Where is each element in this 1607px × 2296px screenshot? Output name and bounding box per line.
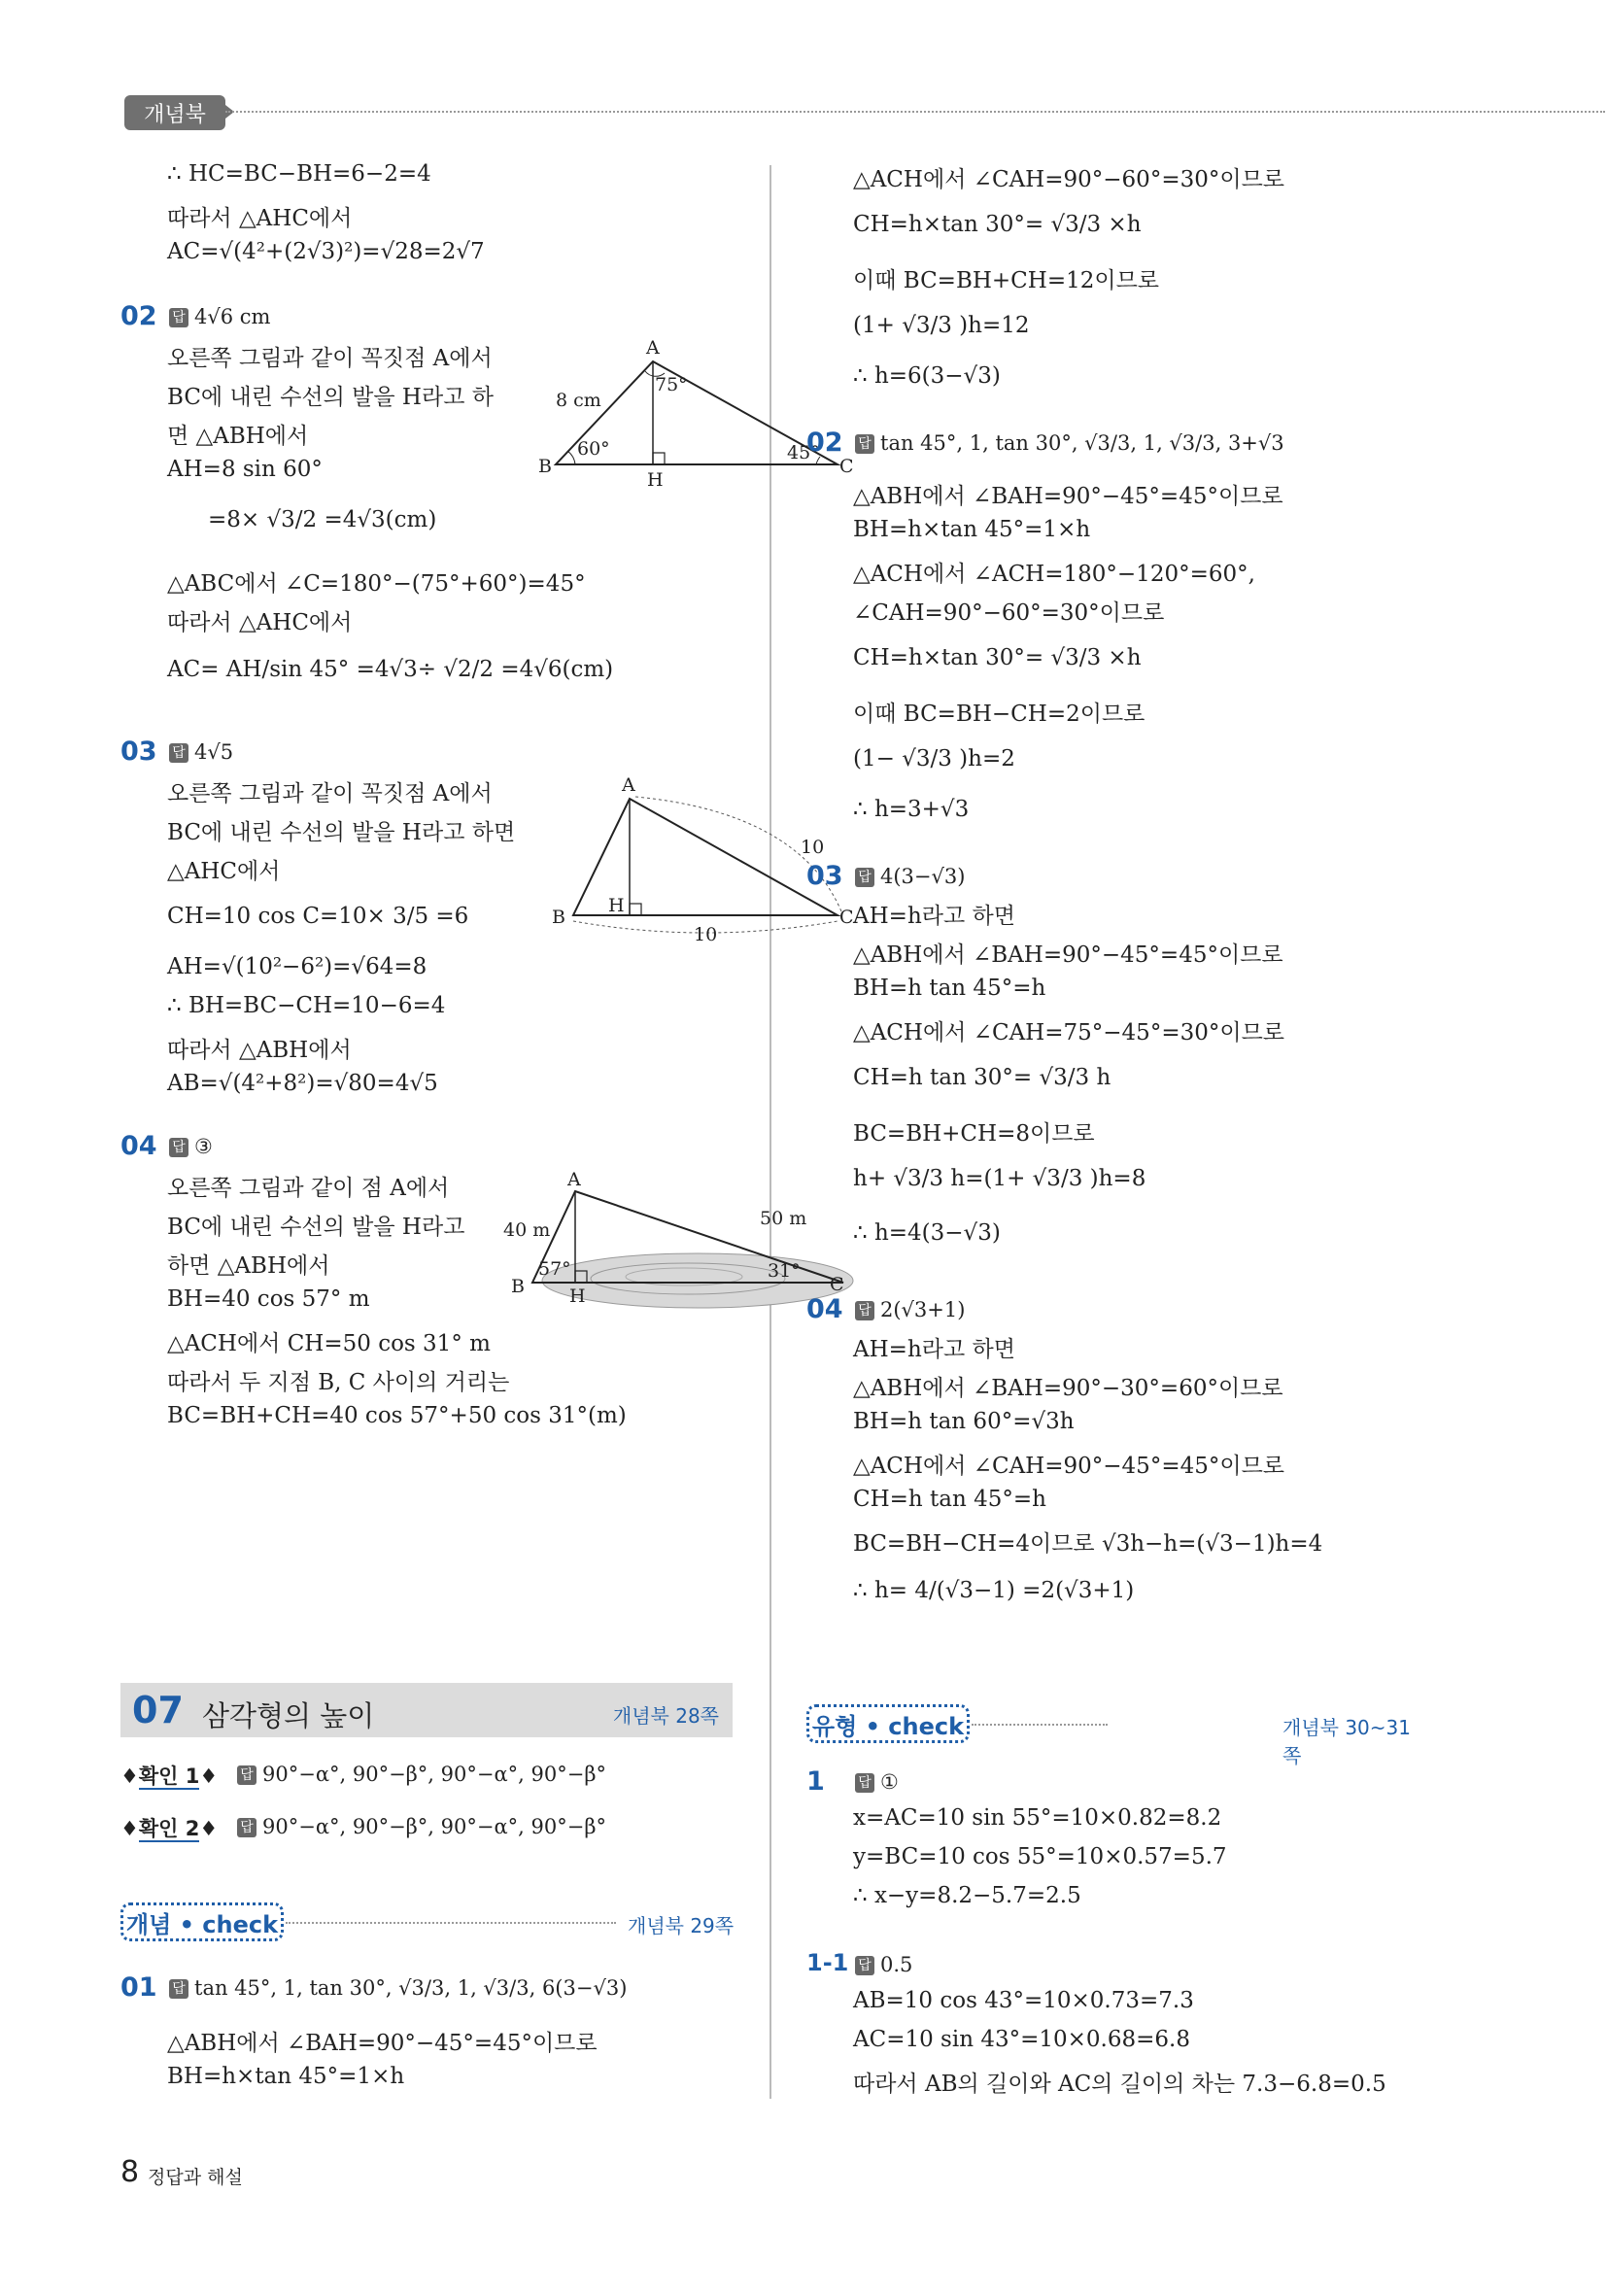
vertex-label: C: [839, 456, 854, 477]
check-1-label: ♦확인 1♦: [120, 1765, 219, 1788]
solution-line: BC에 내린 수선의 발을 H라고: [167, 1215, 465, 1240]
solution-line: y=BC=10 cos 55°=10×0.57=5.7: [853, 1844, 1227, 1869]
solution-line: 오른쪽 그림과 같이 꼭짓점 A에서: [167, 346, 493, 371]
solution-line: △ACH에서 ∠CAH=90°−45°=45°이므로: [853, 1454, 1285, 1479]
section-title: 삼각형의 높이: [202, 1699, 375, 1732]
answer: [855, 1298, 965, 1321]
solution-line: BH=h tan 60°=√3h: [853, 1409, 1075, 1434]
problem-number: 04: [806, 1294, 843, 1324]
answer-badge-icon: 답: [237, 1818, 256, 1837]
angle-label: 45°: [787, 442, 820, 463]
solution-line: ∴ h=3+√3: [853, 797, 970, 822]
solution-line: AH=h라고 하면: [853, 904, 1015, 929]
side-label: 10: [801, 837, 825, 858]
solution-line: △ABC에서 ∠C=180°−(75°+60°)=45°: [167, 571, 586, 597]
answer-text: 2(√3+1): [880, 1298, 966, 1321]
answer: [169, 740, 233, 764]
solution-line: ∴ h= 4/(√3−1) =2(√3+1): [853, 1578, 1135, 1603]
solution-line: CH=h tan 30°= √3/3 h: [853, 1065, 1111, 1090]
problem-number: 02: [120, 301, 157, 331]
answer-text: ③: [194, 1135, 213, 1158]
solution-line: AB=10 cos 43°=10×0.73=7.3: [853, 1988, 1194, 2013]
solution-line: AC= AH/sin 45° =4√3÷ √2/2 =4√6(cm): [167, 657, 614, 682]
vertex-label: H: [608, 895, 625, 916]
vertex-label: H: [647, 469, 664, 491]
solution-line: BC=BH−CH=4이므로 √3h−h=(√3−1)h=4: [853, 1531, 1323, 1557]
solution-line: 따라서 AB의 길이와 AC의 길이의 차는 7.3−6.8=0.5: [853, 2072, 1386, 2097]
solution-line: BC에 내린 수선의 발을 H라고 하: [167, 385, 494, 410]
answer-badge-icon: 답: [855, 1773, 874, 1793]
vertex-label: A: [622, 774, 635, 796]
answer-text: tan 45°, 1, tan 30°, √3/3, 1, √3/3, 6(3−√3): [194, 1976, 628, 2000]
type-check-label: 유형 • check: [806, 1704, 970, 1743]
solution-line: (1+ √3/3 )h=12: [853, 313, 1030, 338]
solution-line: AH=8 sin 60°: [167, 457, 323, 482]
solution-line: h+ √3/3 h=(1+ √3/3 )h=8: [853, 1166, 1146, 1191]
answer-text: 4(3−√3): [880, 865, 966, 888]
angle-label: 57°: [538, 1258, 571, 1280]
solution-line: △ACH에서 ∠CAH=90°−60°=30°이므로: [853, 167, 1285, 192]
answer-text: ①: [880, 1770, 899, 1794]
solution-line: 따라서 △AHC에서: [167, 610, 353, 635]
vertex-label: C: [830, 1274, 844, 1295]
intro-line: ∴ HC=BC−BH=6−2=4: [167, 161, 431, 187]
answer: [855, 865, 965, 888]
side-label: 40 m: [503, 1219, 551, 1241]
problem-number: 1: [806, 1766, 825, 1797]
solution-line: ∴ h=6(3−√3): [853, 363, 1001, 389]
solution-line: △ABH에서 ∠BAH=90°−45°=45°이므로: [853, 484, 1283, 509]
solution-line: BH=40 cos 57° m: [167, 1286, 370, 1312]
solution-line: CH=h×tan 30°= √3/3 ×h: [853, 212, 1142, 237]
answer: [169, 305, 270, 328]
answer-badge-icon: 답: [855, 434, 874, 454]
answer-text: tan 45°, 1, tan 30°, √3/3, 1, √3/3, 3+√3: [880, 431, 1284, 455]
answer-badge-icon: 답: [169, 308, 188, 327]
answer-badge-icon: 답: [169, 1138, 188, 1157]
side-label: 50 m: [760, 1208, 807, 1229]
solution-line: △AHC에서: [167, 859, 281, 884]
solution-line: BH=h×tan 45°=1×h: [853, 517, 1091, 542]
solution-line: 하면 △ABH에서: [167, 1253, 330, 1279]
vertex-label: B: [511, 1276, 525, 1297]
answer-badge-icon: 답: [855, 1301, 874, 1320]
vertex-label: C: [839, 907, 854, 928]
answer-text: 90°−α°, 90°−β°, 90°−α°, 90°−β°: [262, 1815, 606, 1838]
answer-text: 4√6 cm: [194, 305, 271, 328]
footer-label: 정답과 해설: [148, 2167, 243, 2188]
solution-line: 따라서 △ABH에서: [167, 1038, 352, 1063]
solution-line: BH=h×tan 45°=1×h: [167, 2064, 405, 2089]
problem-number: 01: [120, 1972, 157, 2003]
vertex-label: A: [646, 337, 660, 359]
section-number: 07: [132, 1689, 184, 1731]
answer-text: 90°−α°, 90°−β°, 90°−α°, 90°−β°: [262, 1763, 606, 1786]
solution-line: 이때 BC=BH+CH=12이므로: [853, 268, 1160, 293]
solution-line: AC=10 sin 43°=10×0.68=6.8: [853, 2027, 1190, 2052]
solution-line: BC에 내린 수선의 발을 H라고 하면: [167, 820, 516, 845]
vertex-label: H: [569, 1285, 586, 1307]
solution-line: AH=h라고 하면: [853, 1337, 1015, 1362]
side-label: 10: [694, 924, 718, 945]
solution-line: x=AC=10 sin 55°=10×0.82=8.2: [853, 1805, 1222, 1831]
solution-line: (1− √3/3 )h=2: [853, 746, 1015, 771]
answer-badge-icon: 답: [237, 1765, 256, 1785]
solution-line: ∴ h=4(3−√3): [853, 1220, 1001, 1246]
answer: [855, 1953, 912, 1976]
answer: [169, 1135, 213, 1158]
answer-badge-icon: 답: [855, 1956, 874, 1975]
header-rule: [225, 111, 1605, 113]
check-2-label: ♦확인 2♦: [120, 1817, 219, 1840]
solution-line: △ACH에서 ∠ACH=180°−120°=60°,: [853, 562, 1255, 587]
check-2-answer: [237, 1815, 606, 1838]
section-reference: 개념북 28쪽: [612, 1704, 719, 1728]
solution-line: AB=√(4²+8²)=√80=4√5: [167, 1071, 438, 1096]
concept-check-label: 개념 • check: [120, 1902, 284, 1941]
answer: [855, 431, 1284, 455]
solution-line: 면 △ABH에서: [167, 424, 309, 449]
solution-line: 이때 BC=BH−CH=2이므로: [853, 702, 1145, 727]
answer: [855, 1770, 899, 1794]
side-label: 8 cm: [556, 390, 601, 411]
angle-label: 60°: [577, 438, 610, 460]
solution-line: △ACH에서 ∠CAH=75°−45°=30°이므로: [853, 1020, 1285, 1045]
solution-line: CH=10 cos C=10× 3/5 =6: [167, 904, 469, 929]
solution-line: BC=BH+CH=8이므로: [853, 1121, 1095, 1147]
triangle-figure-02: [527, 336, 857, 492]
solution-line: CH=h tan 45°=h: [853, 1487, 1046, 1512]
section-header: [120, 1683, 733, 1737]
check-label-text: 확인 2: [138, 1817, 200, 1840]
answer: [169, 1976, 627, 2000]
solution-line: △ABH에서 ∠BAH=90°−30°=60°이므로: [853, 1376, 1283, 1401]
solution-line: △ABH에서 ∠BAH=90°−45°=45°이므로: [167, 2031, 598, 2056]
intro-line: 따라서 △AHC에서: [167, 206, 353, 231]
solution-line: △ABH에서 ∠BAH=90°−45°=45°이므로: [853, 942, 1283, 968]
concept-check-reference: 개념북 29쪽: [628, 1914, 735, 1937]
concept-check-rule: [286, 1922, 616, 1924]
page-number: 8: [120, 2155, 140, 2189]
answer-badge-icon: 답: [855, 868, 874, 887]
angle-label: 31°: [768, 1260, 801, 1282]
answer-badge-icon: 답: [169, 743, 188, 763]
solution-line: 오른쪽 그림과 같이 점 A에서: [167, 1176, 450, 1201]
answer-badge-icon: 답: [169, 1979, 188, 1999]
answer-text: 0.5: [880, 1953, 913, 1976]
answer-text: 4√5: [194, 740, 234, 764]
solution-line: ∴ BH=BC−CH=10−6=4: [167, 993, 446, 1018]
solution-line: 따라서 두 지점 B, C 사이의 거리는: [167, 1370, 510, 1395]
problem-number: 02: [806, 428, 843, 458]
vertex-label: B: [552, 907, 565, 928]
solution-line: =8× √3/2 =4√3(cm): [208, 507, 437, 532]
angle-label: 75°: [655, 374, 688, 395]
problem-number: 1-1: [806, 1949, 849, 1976]
problem-number: 03: [806, 861, 843, 891]
vertex-label: A: [567, 1172, 581, 1190]
solution-line: 오른쪽 그림과 같이 꼭짓점 A에서: [167, 781, 493, 806]
header-tab: 개념북: [124, 95, 225, 130]
solution-line: AH=√(10²−6²)=√64=8: [167, 954, 427, 979]
check-1-answer: [237, 1763, 606, 1786]
solution-line: BC=BH+CH=40 cos 57°+50 cos 31°(m): [167, 1403, 627, 1428]
solution-line: ∴ x−y=8.2−5.7=2.5: [853, 1883, 1081, 1908]
check-label-text: 확인 1: [138, 1765, 200, 1788]
intro-line: AC=√(4²+(2√3)²)=√28=2√7: [167, 239, 485, 264]
solution-line: ∠CAH=90°−60°=30°이므로: [853, 600, 1165, 626]
type-check-rule: [972, 1724, 1108, 1726]
solution-line: BH=h tan 45°=h: [853, 976, 1046, 1001]
solution-line: △ACH에서 CH=50 cos 31° m: [167, 1331, 491, 1356]
vertex-label: B: [538, 456, 552, 477]
solution-line: CH=h×tan 30°= √3/3 ×h: [853, 645, 1142, 670]
type-check-reference: 개념북 30~31쪽: [1282, 1716, 1411, 1767]
problem-number: 03: [120, 737, 157, 767]
problem-number: 04: [120, 1131, 157, 1161]
